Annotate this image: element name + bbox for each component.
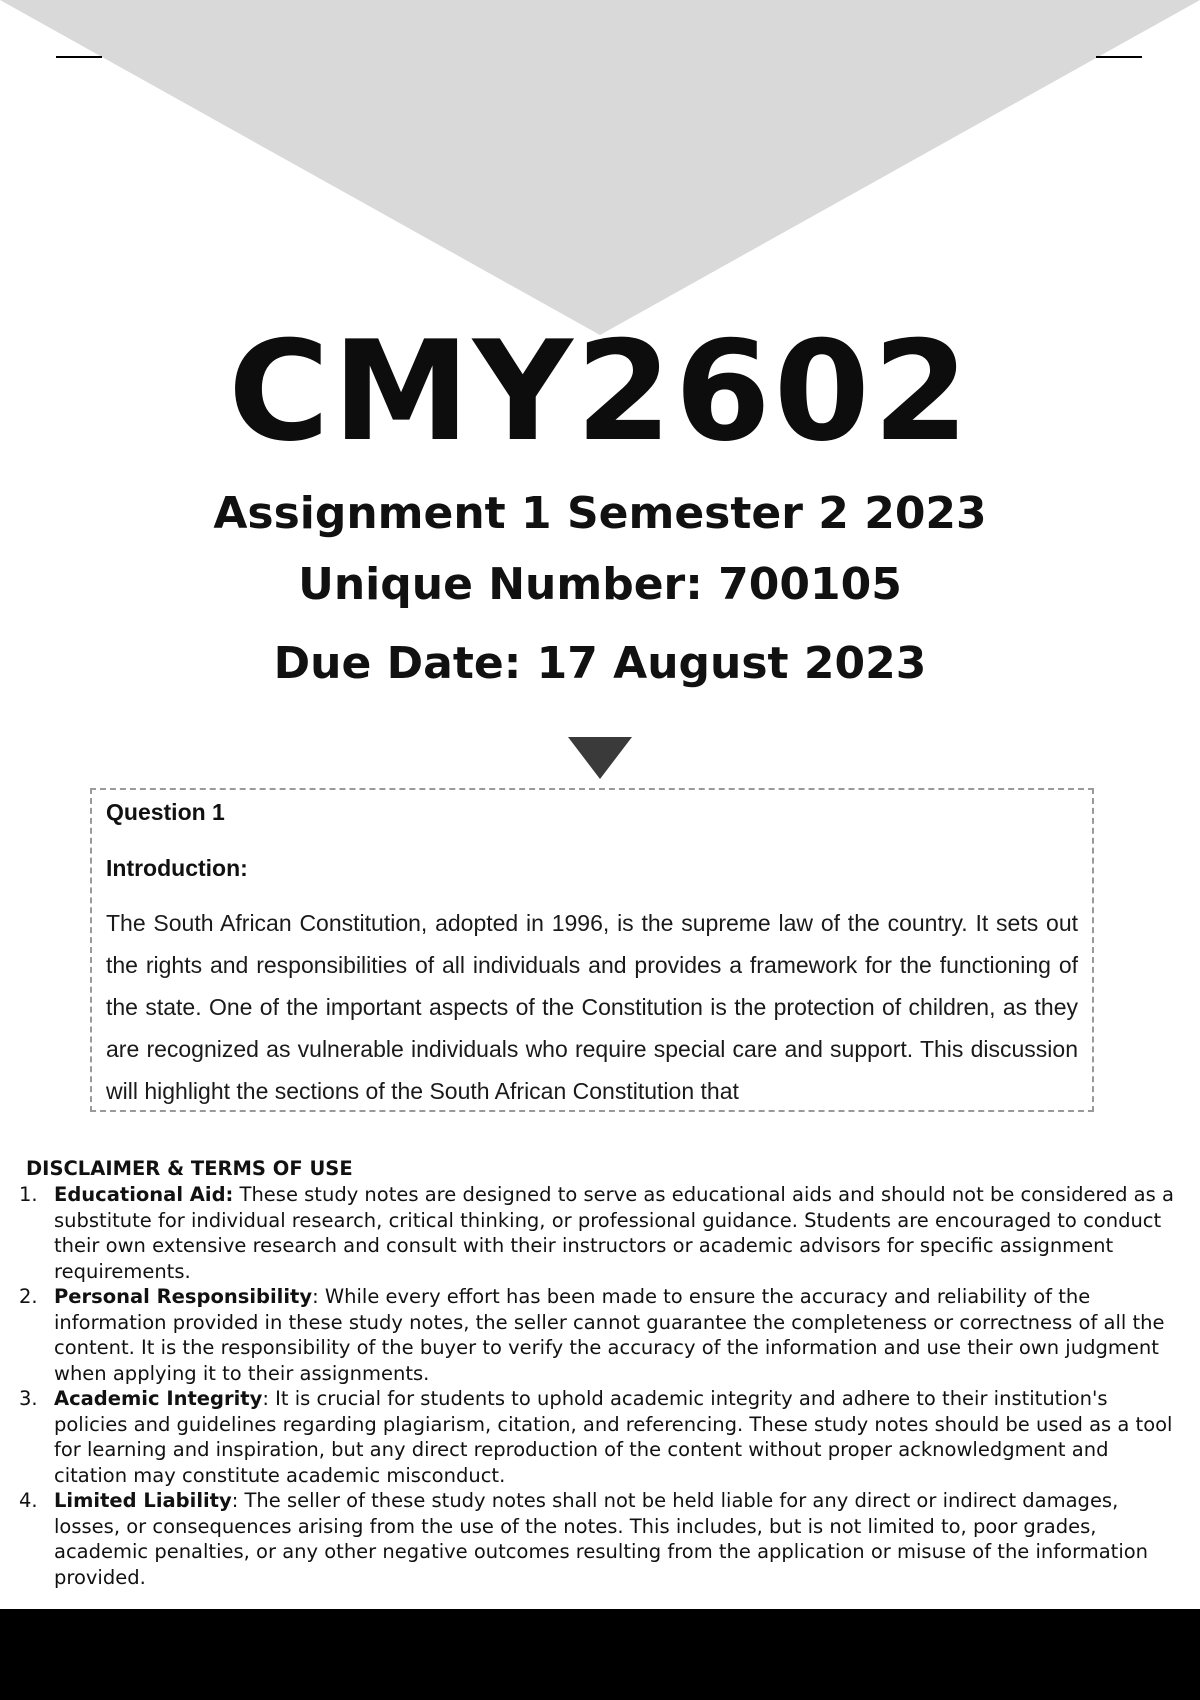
disclaimer-item	[19, 1488, 1184, 1590]
item-number: 2.	[19, 1285, 38, 1308]
unique-number: Unique Number: 700105	[298, 559, 902, 610]
banner-chevron	[0, 0, 1200, 335]
question-heading: Question 1	[106, 799, 225, 825]
course-code: CMY2602	[228, 311, 972, 472]
disclaimer-section	[19, 1156, 1184, 1590]
corner-rule-right	[1096, 56, 1142, 58]
item-number: 4.	[19, 1489, 38, 1512]
item-term: Personal Responsibility	[54, 1285, 313, 1308]
item-number: 3.	[19, 1387, 38, 1410]
item-text: : It is crucial for students to uphold academic integrity and adhere to their institution's policies and guidelines regarding plagiarism, citation, and referencing. These study notes should be used as a tool for learning and inspiration, but any direct reproduction of the content without proper acknowledgment and citation may constitute academic misconduct.	[54, 1387, 1173, 1487]
corner-rule-left	[56, 56, 102, 58]
disclaimer-item	[19, 1284, 1184, 1386]
item-term: Academic Integrity	[54, 1387, 263, 1410]
disclaimer-list	[19, 1182, 1184, 1590]
item-term: Educational Aid:	[54, 1183, 234, 1206]
item-text: : The seller of these study notes shall not be held liable for any direct or indirect damages, losses, or consequences arising from the use of the notes. This includes, but is not limited to, poor grades, academic penalties, or any other negative outcomes resulting from the application or misuse of the information provided.	[54, 1489, 1149, 1589]
cover-banner	[0, 0, 1200, 340]
disclaimer-item	[19, 1182, 1184, 1284]
down-triangle-icon	[568, 737, 632, 779]
disclaimer-title: DISCLAIMER & TERMS OF USE	[26, 1157, 353, 1180]
introduction-paragraph: The South African Constitution, adopted in 1996, is the supreme law of the country. It sets out the rights and responsibilities of all individuals and provides a framework for the functioning of the state. One of the important aspects of the Constitution is the protection of children, as they are recognized as vulnerable individuals who require special care and support. This discussion will highlight the sections of the South African Constitution that	[106, 910, 1078, 1104]
disclaimer-item	[19, 1386, 1184, 1488]
assignment-title: Assignment 1 Semester 2 2023	[213, 488, 987, 539]
item-text: These study notes are designed to serve as educational aids and should not be considered as a substitute for individual research, critical thinking, or professional guidance. Students are encouraged to conduct their own extensive research and consult with their instructors or academic advisors for specific assignment requirements.	[54, 1183, 1174, 1283]
due-date: Due Date: 17 August 2023	[273, 638, 927, 689]
footer-bar	[0, 1609, 1200, 1700]
introduction-heading: Introduction:	[106, 855, 248, 881]
item-text: : While every effort has been made to ensure the accuracy and reliability of the information provided in these study notes, the seller cannot guarantee the completeness or correctness of all the content. It is the responsibility of the buyer to verify the accuracy of the information and use their own judgment when applying it to their assignments.	[54, 1285, 1165, 1385]
item-term: Limited Liability	[54, 1489, 232, 1512]
content-preview-box	[90, 788, 1094, 1112]
item-number: 1.	[19, 1183, 38, 1206]
